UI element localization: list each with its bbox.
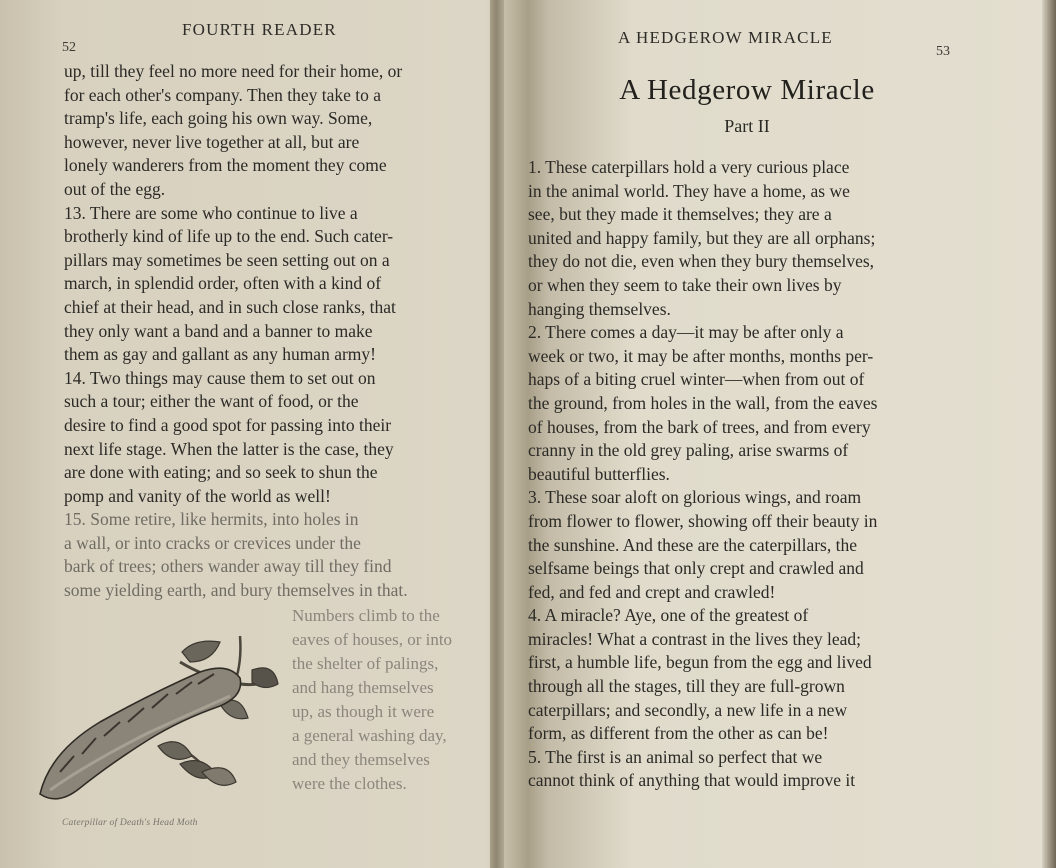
text-line: brotherly kind of life up to the end. Such cater- xyxy=(64,226,394,247)
paragraph-13 xyxy=(64,202,482,367)
text-line: they do not die, even when they bury themselves, xyxy=(528,251,875,272)
text-line: of houses, from the bark of trees, and from every xyxy=(528,416,871,437)
text-line: or when they seem to take their own lives by xyxy=(528,274,842,295)
right-running-head: A HEDGEROW MIRACLE xyxy=(618,28,833,47)
text-line: cranny in the old grey paling, arise swarms of xyxy=(528,440,849,461)
text-line: in the animal world. They have a home, as we xyxy=(528,180,850,201)
text-line: however, never live together at all, but are xyxy=(64,131,360,152)
text-line: out of the egg. xyxy=(64,178,166,199)
paragraph-2 xyxy=(528,321,964,486)
paragraph-1 xyxy=(528,156,964,321)
text-line: march, in splendid order, often with a kind of xyxy=(64,273,382,294)
text-line: 1. These caterpillars hold a very curious place xyxy=(528,157,850,177)
text-line: form, as different from the other as can be! xyxy=(528,723,829,744)
text-line: haps of a biting cruel winter—when from out of xyxy=(528,369,865,390)
chapter-subtitle: Part II xyxy=(724,116,770,136)
left-running-head: FOURTH READER xyxy=(182,20,337,39)
paragraph-4 xyxy=(528,604,964,746)
text-line: the sunshine. And these are the caterpillars, the xyxy=(528,534,857,555)
text-line: 5. The first is an animal so perfect that we xyxy=(528,746,823,767)
continued-paragraph xyxy=(64,60,482,202)
book-right-edge xyxy=(1042,0,1056,868)
text-line: them as gay and gallant as any human army! xyxy=(64,344,376,365)
text-line: eaves of houses, or into xyxy=(292,630,453,649)
text-line: miracles! What a contrast in the lives they lead; xyxy=(528,628,862,649)
caterpillar-on-branch-icon xyxy=(30,622,290,812)
text-line: chief at their head, and in such close ranks, that xyxy=(64,296,396,317)
text-line: up, as though it were xyxy=(292,702,435,721)
caterpillar-illustration xyxy=(30,622,290,812)
text-line: 3. These soar aloft on glorious wings, and roam xyxy=(528,487,862,508)
text-line: beautiful butterflies. xyxy=(528,463,670,484)
text-line: 13. There are some who continue to live a xyxy=(64,202,358,223)
paragraph-3 xyxy=(528,486,964,604)
text-line: and they themselves xyxy=(292,750,430,769)
text-line: 4. A miracle? Aye, one of the greatest of xyxy=(528,605,809,626)
illustration-side-text xyxy=(292,604,488,796)
text-line: desire to find a good spot for passing into their xyxy=(64,414,392,435)
text-line: first, a humble life, begun from the egg and lived xyxy=(528,652,872,673)
text-line: caterpillars; and secondly, a new life in a new xyxy=(528,699,848,720)
text-line: are done with eating; and so seek to shun the xyxy=(64,462,378,483)
text-line: pomp and vanity of the world as well! xyxy=(64,485,331,506)
text-line: see, but they made it themselves; they are a xyxy=(528,204,832,225)
text-line: fed, and fed and crept and crawled! xyxy=(528,581,776,602)
text-line: for each other's company. Then they take to a xyxy=(64,84,382,105)
left-page xyxy=(0,0,492,868)
text-line: hanging themselves. xyxy=(528,298,671,319)
text-line: through all the stages, till they are full-grown xyxy=(528,676,845,697)
illustration-caption: Caterpillar of Death's Head Moth xyxy=(62,818,198,828)
text-line: some yielding earth, and bury themselves in that. xyxy=(64,580,408,601)
text-line: next life stage. When the latter is the case, they xyxy=(64,438,394,459)
text-line: were the clothes. xyxy=(292,774,407,793)
text-line: week or two, it may be after months, months per- xyxy=(528,345,874,366)
paragraph-14 xyxy=(64,367,482,509)
right-page-number: 53 xyxy=(936,44,950,59)
text-line: they only want a band and a banner to make xyxy=(64,320,373,341)
text-line: Numbers climb to the xyxy=(292,606,440,625)
text-line: the shelter of palings, xyxy=(292,654,439,673)
left-page-number: 52 xyxy=(62,40,76,55)
right-body-text xyxy=(528,156,964,793)
text-line: cannot think of anything that would improve it xyxy=(528,770,856,791)
paragraph-15 xyxy=(64,508,482,602)
text-line: bark of trees; others wander away till they find xyxy=(64,556,392,577)
paragraph-5 xyxy=(528,746,964,793)
text-line: 2. There comes a day—it may be after only a xyxy=(528,322,844,343)
text-line: 15. Some retire, like hermits, into holes in xyxy=(64,509,359,530)
text-line: a general washing day, xyxy=(292,726,447,745)
text-line: 14. Two things may cause them to set out on xyxy=(64,367,376,388)
right-page xyxy=(502,0,1056,868)
text-line: pillars may sometimes be seen setting out on a xyxy=(64,249,390,270)
text-line: a wall, or into cracks or crevices under the xyxy=(64,532,361,553)
text-line: selfsame beings that only crept and crawled and xyxy=(528,558,864,579)
text-line: lonely wanderers from the moment they come xyxy=(64,155,387,176)
text-line: the ground, from holes in the wall, from the eaves xyxy=(528,392,878,413)
chapter-title: A Hedgerow Miracle xyxy=(619,74,875,106)
text-line: from flower to flower, showing off their beauty in xyxy=(528,510,878,531)
text-line: tramp's life, each going his own way. Some, xyxy=(64,108,373,129)
text-line: up, till they feel no more need for their home, or xyxy=(64,61,403,81)
text-line: and hang themselves xyxy=(292,678,434,697)
left-body-text xyxy=(64,60,482,603)
text-line: such a tour; either the want of food, or the xyxy=(64,391,359,412)
text-line: united and happy family, but they are all orphans; xyxy=(528,227,876,248)
